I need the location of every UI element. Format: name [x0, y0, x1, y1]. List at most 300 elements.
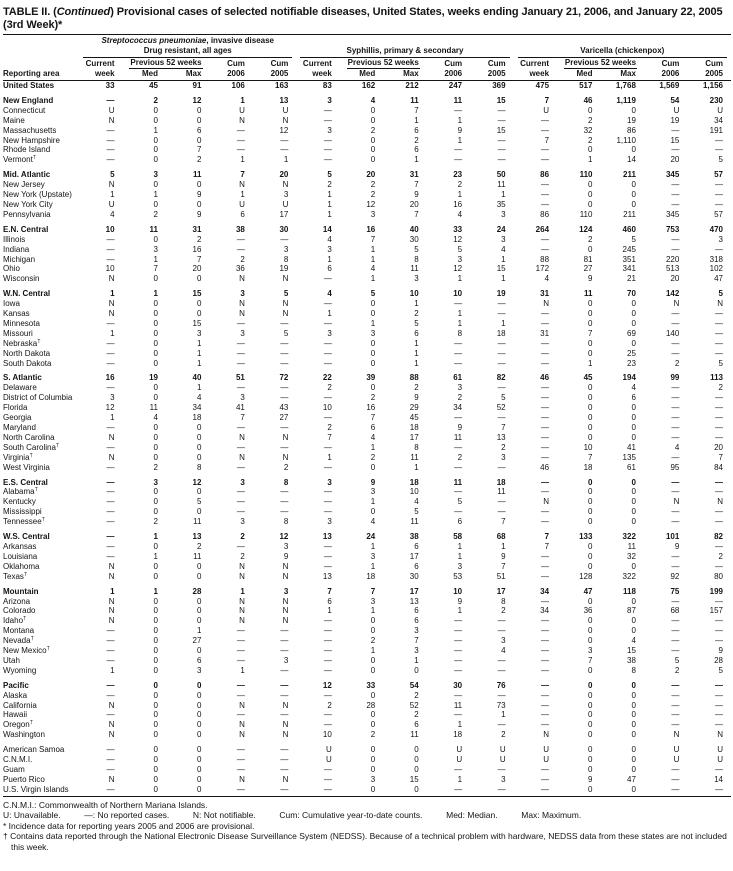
value-cell: 220 — [665, 254, 680, 264]
value-cell: N — [717, 497, 723, 507]
reporting-area-cell: Mississippi — [3, 507, 42, 517]
value-cell: 86 — [627, 125, 636, 135]
value-cell: 0 — [153, 561, 158, 571]
value-cell: 24 — [496, 224, 506, 234]
value-cell: 27 — [279, 413, 289, 423]
value-cell: 9 — [370, 477, 376, 487]
value-cell: 0 — [196, 507, 202, 517]
value-cell: 11 — [410, 452, 419, 462]
value-cell: 8 — [283, 517, 289, 527]
value-cell: — — [715, 561, 723, 571]
value-cell: 6 — [457, 517, 463, 527]
value-cell: 3 — [240, 289, 245, 299]
reporting-area-cell: Arkansas — [3, 541, 37, 551]
dagger-marker: † — [32, 155, 37, 161]
value-cell: 8 — [631, 665, 636, 675]
value-cell: N — [108, 274, 115, 284]
value-cell: 0 — [631, 338, 636, 348]
value-cell: 1 — [327, 254, 332, 264]
value-cell: 2 — [457, 452, 463, 462]
reporting-area-cell: Oregon† — [3, 720, 34, 730]
dagger-marker: † — [29, 720, 34, 726]
value-cell: 54 — [409, 680, 419, 690]
value-cell: — — [715, 199, 723, 209]
value-cell: — — [715, 517, 723, 527]
value-cell: — — [106, 690, 115, 700]
value-cell: 0 — [153, 115, 158, 125]
value-cell: 345 — [665, 209, 680, 219]
table-row — [3, 235, 731, 245]
value-cell: 0 — [196, 730, 202, 740]
value-cell: N — [108, 596, 115, 606]
value-cell: 0 — [153, 636, 158, 646]
reporting-area-cell: Pennsylvania — [3, 209, 51, 219]
value-cell: 33 — [453, 224, 463, 234]
value-cell: — — [280, 765, 289, 774]
value-cell: 0 — [196, 199, 202, 209]
value-cell: 12 — [192, 95, 202, 105]
value-cell: 4 — [544, 274, 550, 284]
value-cell: — — [497, 145, 506, 155]
value-cell: 2 — [327, 700, 332, 710]
dagger-marker: † — [30, 636, 34, 642]
value-cell: 3 — [283, 190, 289, 200]
value-cell: 3 — [370, 209, 376, 219]
value-cell: 0 — [631, 318, 636, 328]
value-cell: — — [280, 690, 289, 700]
value-cell: — — [323, 507, 332, 517]
value-cell: 32 — [583, 125, 593, 135]
value-cell: — — [454, 765, 463, 774]
value-cell: — — [541, 348, 550, 358]
value-cell: — — [106, 155, 115, 165]
value-cell: 2 — [718, 551, 723, 561]
value-cell: — — [236, 423, 245, 432]
value-cell: 5 — [501, 393, 506, 403]
value-cell: — — [715, 403, 723, 413]
value-cell: 4 — [501, 646, 506, 656]
value-cell: 3 — [283, 586, 289, 596]
notifiable-diseases-table — [3, 36, 731, 795]
value-cell: — — [236, 690, 245, 700]
value-cell: 0 — [153, 452, 158, 462]
value-cell: 0 — [370, 338, 376, 348]
value-cell: 9 — [588, 274, 593, 284]
value-cell: 0 — [153, 328, 158, 338]
value-cell: 0 — [370, 755, 376, 765]
value-cell: — — [541, 234, 550, 244]
value-cell: 0 — [588, 755, 593, 765]
reporting-area-cell: Michigan — [3, 254, 36, 264]
table-row — [3, 755, 731, 765]
value-cell: — — [454, 784, 463, 794]
value-cell: 1 — [370, 541, 376, 551]
value-cell: 124 — [579, 224, 593, 234]
value-cell: — — [280, 745, 289, 755]
table-title — [3, 6, 731, 35]
value-cell: 5 — [718, 155, 723, 165]
value-cell: 0 — [588, 105, 593, 115]
value-cell: N — [239, 596, 245, 606]
value-cell: 8 — [414, 254, 419, 264]
value-cell: — — [715, 690, 723, 700]
value-cell: 0 — [631, 180, 636, 190]
value-cell: 0 — [631, 755, 636, 765]
reporting-area-cell: Wisconsin — [3, 274, 40, 284]
value-cell: — — [106, 442, 115, 452]
value-cell: 3 — [240, 328, 245, 338]
value-cell: U — [499, 755, 506, 765]
value-cell: 0 — [153, 155, 158, 165]
reporting-area-cell: North Dakota — [3, 348, 51, 358]
dagger-marker: † — [55, 442, 60, 449]
value-cell: — — [671, 646, 680, 656]
value-cell: 0 — [588, 299, 593, 309]
table-row — [3, 106, 731, 116]
value-cell: U — [673, 745, 680, 755]
value-cell: — — [497, 299, 506, 309]
value-cell: N — [282, 180, 289, 190]
reporting-area-cell: Alaska — [3, 690, 28, 700]
reporting-area-cell: New York City — [3, 199, 53, 209]
value-cell: 2 — [457, 393, 463, 403]
value-cell: N — [108, 115, 115, 125]
reporting-area-cell: S. Atlantic — [3, 373, 42, 383]
value-cell: — — [715, 328, 723, 338]
table-row — [3, 532, 731, 542]
value-cell: 24 — [366, 532, 376, 542]
value-cell: — — [671, 477, 680, 487]
value-cell: 0 — [631, 309, 636, 319]
value-cell: — — [106, 655, 115, 665]
value-cell: 31 — [409, 170, 419, 180]
value-cell: 0 — [370, 745, 376, 755]
value-cell: 1 — [153, 551, 158, 561]
value-cell: 21 — [627, 274, 636, 284]
value-cell: 9 — [414, 393, 419, 403]
value-cell: — — [671, 338, 680, 348]
value-cell: 0 — [153, 596, 158, 606]
col-2005: 2005 — [470, 69, 513, 81]
value-cell: — — [106, 755, 115, 765]
value-cell: 1 — [153, 190, 158, 200]
value-cell: 7 — [544, 135, 550, 145]
value-cell: — — [541, 551, 550, 561]
table-row — [3, 264, 731, 274]
col-week: week — [514, 69, 557, 81]
value-cell: 264 — [535, 224, 550, 234]
value-cell: — — [323, 145, 332, 155]
value-cell: 0 — [370, 655, 376, 665]
value-cell: 8 — [414, 442, 419, 452]
value-cell: 0 — [631, 561, 636, 571]
value-cell: — — [671, 561, 680, 571]
col-med: Med — [340, 69, 383, 81]
value-cell: 4 — [110, 209, 115, 219]
value-cell: 0 — [588, 413, 593, 423]
value-cell: 41 — [627, 442, 636, 452]
value-cell: N — [108, 180, 115, 190]
reporting-area-cell: W.S. Central — [3, 532, 50, 542]
value-cell: 38 — [409, 532, 419, 542]
group-title-varicella: Varicella (chickenpox) — [580, 46, 665, 55]
value-cell: 1 — [414, 348, 419, 358]
value-cell: N — [282, 452, 289, 462]
value-cell: 0 — [631, 745, 636, 755]
table-row — [3, 542, 731, 552]
value-cell: — — [671, 309, 680, 319]
value-cell: 17 — [409, 586, 419, 596]
value-cell: 0 — [196, 765, 202, 774]
value-cell: 0 — [588, 145, 593, 155]
table-row — [3, 200, 731, 210]
value-cell: 318 — [709, 254, 723, 264]
value-cell: 11 — [193, 517, 202, 527]
value-cell: 0 — [588, 710, 593, 720]
reporting-area-cell: Mid. Atlantic — [3, 170, 51, 180]
value-cell: — — [671, 680, 680, 690]
value-cell: — — [715, 309, 723, 319]
value-cell: 45 — [149, 81, 158, 90]
value-cell: 247 — [448, 81, 463, 90]
value-cell: 5 — [718, 358, 723, 368]
value-cell: 0 — [588, 393, 593, 403]
value-cell: 9 — [718, 646, 723, 656]
value-cell: 11 — [149, 403, 158, 413]
value-cell: 110 — [579, 170, 593, 180]
value-cell: 1 — [457, 190, 463, 200]
value-cell: 19 — [149, 373, 158, 383]
value-cell: — — [671, 774, 680, 784]
value-cell: — — [541, 774, 550, 784]
value-cell: 68 — [496, 532, 506, 542]
table-row — [3, 517, 731, 527]
value-cell: — — [323, 358, 332, 368]
value-cell: 1,569 — [659, 81, 680, 90]
value-cell: 0 — [631, 497, 636, 507]
value-cell: 11 — [410, 264, 419, 274]
value-cell: 28 — [192, 586, 202, 596]
value-cell: 3 — [327, 517, 332, 527]
value-cell: N — [282, 700, 289, 710]
value-cell: — — [497, 358, 506, 368]
value-cell: 13 — [322, 571, 332, 581]
value-cell: — — [280, 338, 289, 348]
value-cell: N — [673, 299, 680, 309]
value-cell: — — [106, 784, 115, 794]
col-prev52-label — [340, 58, 427, 69]
value-cell: 86 — [540, 209, 550, 219]
value-cell: 0 — [588, 477, 593, 487]
footnotes — [3, 796, 731, 853]
value-cell: N — [543, 730, 550, 740]
value-cell: — — [236, 507, 245, 517]
dagger-marker: † — [41, 517, 46, 523]
value-cell: — — [106, 125, 115, 135]
value-cell: 6 — [414, 561, 419, 571]
value-cell: 10 — [453, 586, 463, 596]
table-row — [3, 319, 731, 329]
table-row — [3, 552, 731, 562]
value-cell: 1 — [501, 254, 506, 264]
value-cell: — — [280, 487, 289, 497]
value-cell: 2 — [414, 135, 419, 145]
value-cell: 10 — [409, 487, 419, 497]
reporting-area-cell: C.N.M.I. — [3, 755, 33, 765]
value-cell: — — [671, 487, 680, 497]
col-reporting-area: Reporting area — [3, 69, 79, 81]
value-cell: — — [671, 517, 680, 527]
reporting-area-cell: Connecticut — [3, 105, 46, 115]
value-cell: 14 — [322, 224, 332, 234]
value-cell: 2 — [370, 452, 376, 462]
value-cell: — — [541, 655, 550, 665]
value-cell: 0 — [153, 309, 158, 319]
value-cell: — — [715, 423, 723, 432]
dagger-marker: † — [34, 487, 38, 493]
value-cell: N — [239, 299, 245, 309]
value-cell: 0 — [370, 358, 376, 368]
value-cell: 163 — [275, 81, 289, 90]
value-cell: 2 — [457, 180, 463, 190]
value-cell: 1 — [457, 309, 463, 319]
value-cell: 2 — [370, 393, 376, 403]
value-cell: — — [671, 190, 680, 200]
value-cell: 20 — [192, 264, 202, 274]
value-cell: — — [454, 636, 463, 646]
value-cell: 0 — [196, 596, 202, 606]
col-cum-label: Cum — [270, 59, 289, 68]
value-cell: 6 — [370, 423, 376, 432]
value-cell: — — [106, 497, 115, 507]
value-cell: — — [715, 636, 723, 646]
value-cell: — — [106, 135, 115, 145]
value-cell: 0 — [588, 383, 593, 393]
value-cell: N — [282, 115, 289, 125]
value-cell: 13 — [192, 532, 202, 542]
value-cell: — — [280, 710, 289, 720]
value-cell: — — [323, 710, 332, 720]
dagger-marker: † — [29, 452, 33, 459]
value-cell: 3 — [370, 774, 376, 784]
value-cell: — — [541, 442, 550, 452]
value-cell: N — [282, 720, 289, 730]
value-cell: 7 — [718, 452, 723, 462]
subheader-row-1 — [3, 58, 731, 69]
subheader-row-2 — [3, 69, 731, 81]
value-cell: 0 — [588, 720, 593, 730]
value-cell: — — [106, 507, 115, 517]
value-cell: — — [323, 135, 332, 145]
value-cell: — — [671, 784, 680, 794]
value-cell: 15 — [627, 646, 636, 656]
value-cell: 9 — [501, 551, 506, 561]
value-cell: 8 — [196, 462, 202, 472]
table-body — [3, 81, 731, 795]
value-cell: 211 — [623, 209, 636, 219]
value-cell: 43 — [279, 403, 289, 413]
value-cell: N — [239, 730, 245, 740]
value-cell: 2 — [283, 462, 289, 472]
value-cell: 0 — [588, 338, 593, 348]
value-cell: 0 — [153, 700, 158, 710]
value-cell: 0 — [631, 690, 636, 700]
table-row — [3, 116, 731, 126]
value-cell: — — [106, 348, 115, 358]
value-cell: 1 — [153, 586, 158, 596]
value-cell: 6 — [414, 125, 419, 135]
value-cell: N — [282, 596, 289, 606]
value-cell: — — [323, 155, 332, 165]
value-cell: — — [715, 487, 723, 497]
value-cell: 61 — [453, 373, 463, 383]
value-cell: 0 — [588, 432, 593, 442]
dagger-marker: † — [23, 571, 28, 578]
col-med: Med — [557, 69, 600, 81]
value-cell: 212 — [405, 81, 419, 90]
reporting-area-cell: Illinois — [3, 234, 26, 244]
value-cell: 0 — [631, 784, 636, 794]
value-cell: 3 — [283, 541, 289, 551]
value-cell: — — [454, 690, 463, 700]
value-cell: — — [715, 318, 723, 328]
value-cell: 28 — [714, 655, 723, 665]
value-cell: 10 — [583, 442, 593, 452]
value-cell: — — [541, 145, 550, 155]
value-cell: — — [323, 646, 332, 656]
value-cell: — — [280, 383, 289, 393]
value-cell: 46 — [540, 462, 550, 472]
value-cell: — — [323, 541, 332, 551]
value-cell: 0 — [153, 774, 158, 784]
value-cell: 28 — [366, 700, 376, 710]
value-cell: 1 — [457, 135, 463, 145]
value-cell: 0 — [588, 765, 593, 774]
value-cell: 9 — [196, 190, 202, 200]
value-cell: — — [280, 755, 289, 765]
value-cell: 0 — [153, 338, 158, 348]
table-header — [3, 36, 731, 81]
value-cell: 0 — [153, 393, 158, 403]
value-cell: 0 — [153, 180, 158, 190]
value-cell: U — [108, 199, 115, 209]
reporting-area-cell: New York (Upstate) — [3, 190, 72, 200]
value-cell: 86 — [540, 170, 550, 180]
value-cell: 33 — [105, 81, 115, 90]
value-cell: 211 — [623, 170, 636, 180]
value-cell: 3 — [153, 477, 158, 487]
table-row — [3, 572, 731, 582]
value-cell: — — [106, 517, 115, 527]
table-row — [3, 145, 731, 155]
group-header-varicella — [514, 36, 731, 58]
value-cell: — — [541, 115, 550, 125]
value-cell: 341 — [622, 264, 636, 274]
value-cell: 6 — [414, 541, 419, 551]
value-cell: 11 — [453, 95, 463, 105]
value-cell: 2 — [674, 665, 680, 675]
value-cell: — — [497, 784, 506, 794]
value-cell: N — [108, 452, 115, 462]
value-cell: 2 — [588, 234, 593, 244]
value-cell: 102 — [709, 264, 723, 274]
value-cell: 9 — [457, 125, 463, 135]
value-cell: 0 — [414, 745, 419, 755]
value-cell: — — [323, 462, 332, 472]
value-cell: U — [543, 745, 550, 755]
value-cell: 0 — [588, 487, 593, 497]
value-cell: 3 — [501, 636, 506, 646]
